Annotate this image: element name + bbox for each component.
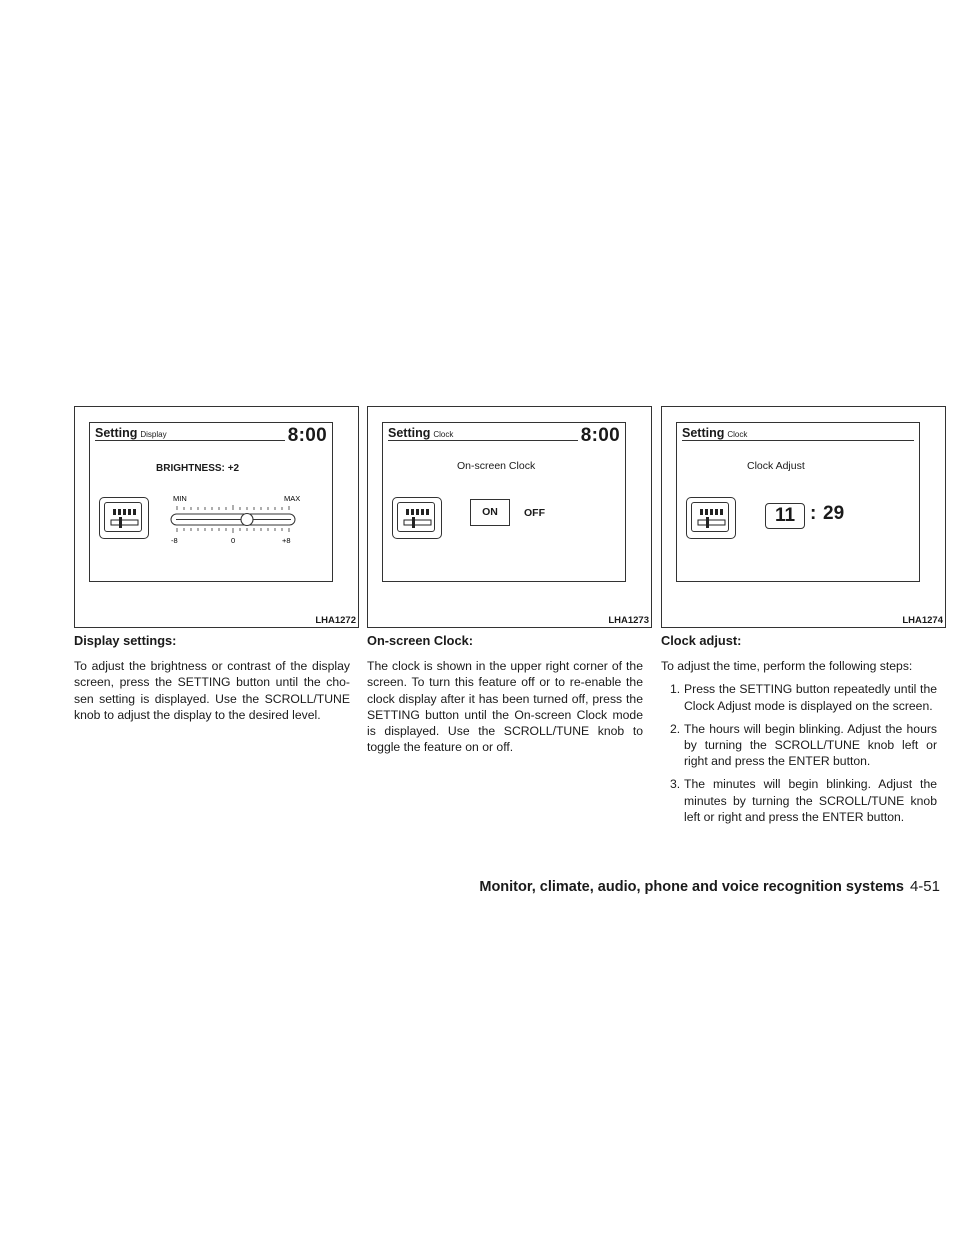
knob-icon xyxy=(392,497,442,539)
steps-list xyxy=(661,681,937,825)
hours-box: 11 xyxy=(765,503,805,529)
screen-title: Setting Clock xyxy=(388,426,454,440)
screen-subtitle: Display xyxy=(140,430,167,439)
figure-display-settings xyxy=(74,406,359,628)
step-item: 1. Press the SETTING button repeatedly until the Clock Adjust mode is displayed on the screen. xyxy=(670,682,937,713)
title-underline xyxy=(682,440,914,441)
minutes-value: 29 xyxy=(823,503,845,524)
title-underline xyxy=(95,440,285,441)
screen-clock-adjust xyxy=(676,422,920,582)
step-item: 3. The minutes will begin blinking. Adjust the minutes by turning the SCROLL/TUNE knob left or right and press the ENTER button. xyxy=(670,777,937,824)
clock-time: 8:00 xyxy=(580,425,620,446)
scale-high: +8 xyxy=(282,536,291,545)
section-clock-adjust xyxy=(661,633,937,832)
section-intro: To adjust the time, perform the following steps: xyxy=(661,659,913,674)
figure-code: LHA1272 xyxy=(315,615,356,626)
knob-icon xyxy=(99,497,149,539)
onscreen-clock-heading: On-screen Clock xyxy=(457,460,536,472)
section-onscreen-clock xyxy=(367,633,643,755)
brightness-slider xyxy=(165,489,305,554)
step-item: 2. The hours will begin blinking. Adjust the hours by turning the SCROLL/TUNE knob left or right and press the ENTER button. xyxy=(670,721,937,769)
figure-clock-adjust xyxy=(661,406,946,628)
page-number: 4-51 xyxy=(909,878,940,895)
screen-subtitle: Clock xyxy=(727,430,748,439)
section-heading: Clock adjust: xyxy=(661,633,742,648)
screen-display xyxy=(89,422,333,582)
footer-title: Monitor, climate, audio, phone and voice recognition systems xyxy=(479,879,904,895)
brightness-readout: BRIGHTNESS: +2 xyxy=(156,463,240,474)
screen-subtitle: Clock xyxy=(433,430,454,439)
screen-clock xyxy=(382,422,626,582)
page-footer xyxy=(479,878,940,895)
figure-code: LHA1273 xyxy=(608,615,649,626)
knob-icon xyxy=(686,497,736,539)
screen-title: Setting Display xyxy=(95,426,167,440)
scale-low: -8 xyxy=(171,536,178,545)
scale-mid: 0 xyxy=(231,536,236,545)
figure-code: LHA1274 xyxy=(902,615,943,626)
screen-title: Setting Clock xyxy=(682,426,748,440)
clock-time: 8:00 xyxy=(287,425,327,446)
min-label: MIN xyxy=(173,494,187,503)
figure-onscreen-clock xyxy=(367,406,652,628)
off-option: OFF xyxy=(524,507,545,519)
section-body: To adjust the brightness or contrast of the display screen, press the SETTING button until the cho-sen setting is displayed. Use the SCROLL/TUNE knob to adjust the display to the desired level. xyxy=(74,659,350,722)
max-label: MAX xyxy=(284,494,301,503)
section-display-settings xyxy=(74,633,350,723)
section-heading: Display settings: xyxy=(74,633,177,648)
time-separator: : xyxy=(810,503,817,524)
clock-adjust-heading: Clock Adjust xyxy=(747,460,805,472)
title-underline xyxy=(388,440,578,441)
section-heading: On-screen Clock: xyxy=(367,633,473,648)
on-option-box: ON xyxy=(470,499,510,526)
section-body: The clock is shown in the upper right corner of the screen. To turn this feature off or to re-enable the clock display after it has been turned off, press the SETTING button until the On-screen Clock mode is displayed. Use the SCROLL/TUNE knob to toggle the feature on or off. xyxy=(367,659,643,755)
